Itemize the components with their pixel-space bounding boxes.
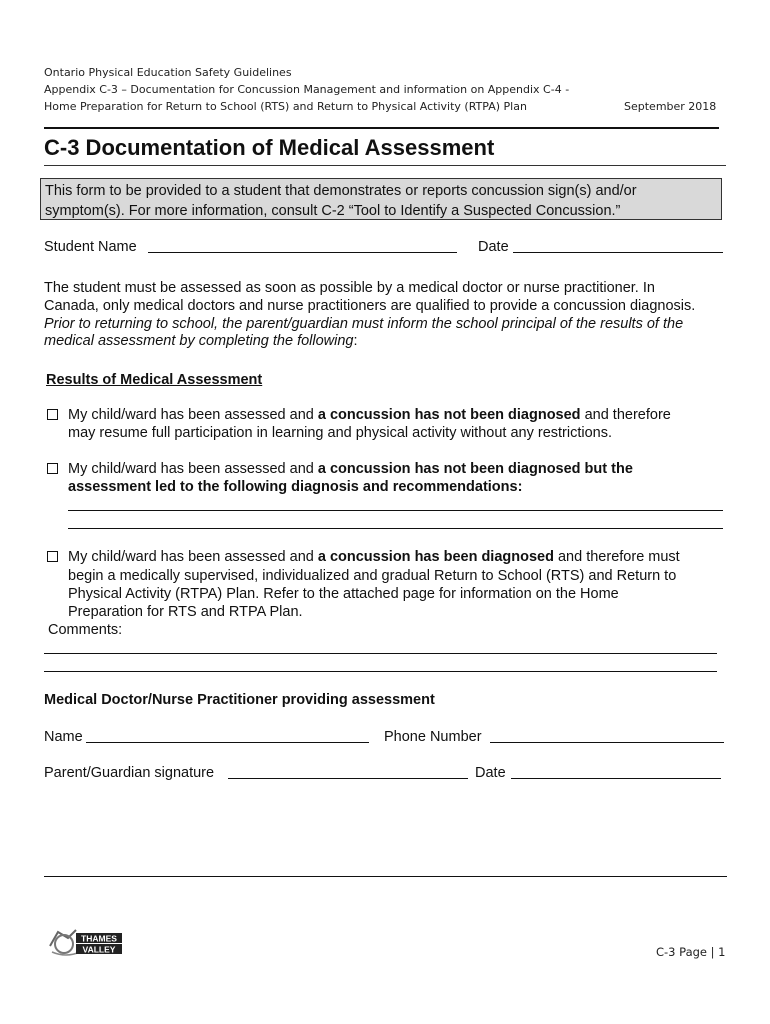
footer-divider [44, 876, 727, 877]
page-title: C-3 Documentation of Medical Assessment [44, 135, 495, 160]
option-3-line-3: Physical Activity (RTPA) Plan. Refer to the attached page for information on the Home [68, 586, 619, 602]
title-divider [44, 165, 726, 166]
provider-name-field[interactable] [86, 742, 369, 743]
option-3-line-4: Preparation for RTS and RTPA Plan. [68, 604, 303, 620]
intro-line-2: Canada, only medical doctors and nurse practitioners are qualified to provide a concussion diagnosis. [44, 298, 696, 314]
option-2-diagnosis-line-1[interactable] [68, 510, 723, 511]
info-box-line-1: This form to be provided to a student that demonstrates or reports concussion sign(s) and/or [45, 183, 637, 199]
comments-line-1[interactable] [44, 653, 717, 654]
comments-line-2[interactable] [44, 671, 717, 672]
option-2-text-a: My child/ward has been assessed and [68, 461, 318, 477]
guardian-date-label: Date [475, 765, 506, 781]
page-number: C-3 Page | 1 [656, 945, 726, 959]
header-plan-line: Home Preparation for Return to School (RTS) and Return to Physical Activity (RTPA) Plan [44, 100, 527, 113]
results-heading: Results of Medical Assessment [46, 372, 263, 388]
comments-label: Comments: [48, 622, 123, 638]
header-guidelines-title: Ontario Physical Education Safety Guidelines [44, 66, 292, 79]
option-1-text-a: My child/ward has been assessed and [68, 407, 318, 423]
option-1-line-2: may resume full participation in learning and physical activity without any restrictions. [68, 425, 612, 441]
provider-heading: Medical Doctor/Nurse Practitioner providing assessment [44, 692, 435, 708]
option-3-text-a: My child/ward has been assessed and [68, 549, 318, 565]
option-3-line-1 [68, 548, 680, 566]
option-3-text-c: and therefore must [553, 549, 680, 565]
info-box [40, 178, 722, 220]
guardian-signature-field[interactable] [228, 778, 468, 779]
student-name-label: Student Name [44, 239, 137, 255]
intro-line-4-italic: medical assessment by completing the following [44, 333, 354, 349]
option-1-checkbox[interactable] [47, 409, 58, 420]
option-2-diagnosis-line-2[interactable] [68, 528, 723, 529]
option-3-checkbox[interactable] [47, 551, 58, 562]
intro-line-4 [44, 332, 358, 350]
logo-emblem-icon [46, 924, 126, 958]
option-1-text-c: and therefore [580, 407, 671, 423]
intro-line-3: Prior to returning to school, the parent/guardian must inform the school principal of the results of the [44, 316, 684, 332]
intro-line-1: The student must be assessed as soon as possible by a medical doctor or nurse practitioner. In [44, 280, 655, 296]
option-1-text-bold: a concussion has not been diagnosed [317, 407, 581, 423]
provider-phone-field[interactable] [490, 742, 724, 743]
option-3-text-bold: a concussion has been diagnosed [317, 549, 554, 565]
option-3-line-2: begin a medically supervised, individualized and gradual Return to School (RTS) and Return to [68, 568, 677, 584]
guardian-signature-label: Parent/Guardian signature [44, 765, 215, 781]
student-date-label: Date [478, 239, 509, 255]
provider-name-label: Name [44, 729, 83, 745]
student-date-field[interactable] [513, 252, 723, 253]
header-appendix-line: Appendix C-3 – Documentation for Concussion Management and information on Appendix C-4 - [44, 83, 570, 96]
header-date: September 2018 [624, 100, 717, 113]
option-2-checkbox[interactable] [47, 463, 58, 474]
option-2-line-2: assessment led to the following diagnosis and recommendations: [68, 479, 523, 495]
provider-phone-label: Phone Number [384, 729, 482, 745]
header-divider [44, 127, 719, 129]
guardian-date-field[interactable] [511, 778, 721, 779]
thames-valley-logo [46, 924, 126, 958]
logo-text-top: THAMES [81, 933, 117, 944]
logo-text-bottom: VALLEY [82, 944, 116, 955]
option-2-line-1 [68, 460, 633, 478]
option-2-text-bold: a concussion has not been diagnosed but the [317, 461, 633, 477]
info-box-line-2: symptom(s). For more information, consult C-2 “Tool to Identify a Suspected Concussion.” [45, 203, 621, 219]
intro-line-4-colon: : [353, 333, 358, 349]
option-1-line-1 [68, 406, 671, 424]
student-name-field[interactable] [148, 252, 457, 253]
